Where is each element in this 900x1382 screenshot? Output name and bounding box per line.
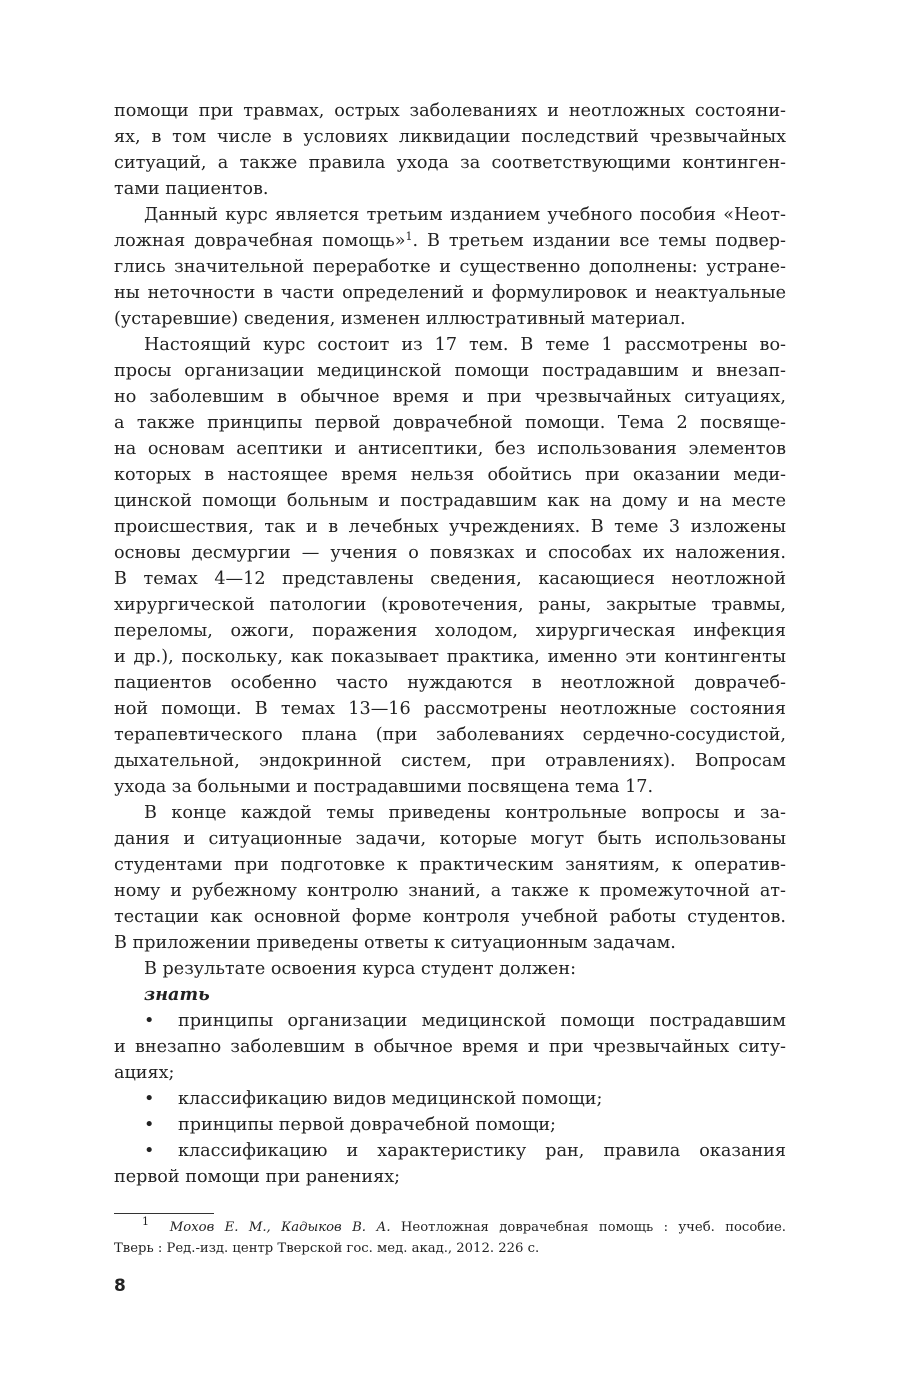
text-line: дыхательной, эндокринной систем, при отравлениях). Вопросам <box>114 751 786 771</box>
footnote-divider <box>114 1213 214 1214</box>
footnote-number: 1 <box>142 1215 149 1228</box>
text-line: и внезапно заболевшим в обычное время и при чрезвычайных ситу- <box>114 1037 786 1057</box>
text-line-with-footnote <box>114 228 786 254</box>
list-item: • принципы организации медицинской помощи пострадавшим <box>114 1008 786 1034</box>
text-line: дания и ситуационные задачи, которые могут быть использованы <box>114 829 786 849</box>
text-line: первой помощи при ранениях; <box>114 1167 401 1187</box>
text-line: В приложении приведены ответы к ситуационным задачам. <box>114 933 676 953</box>
footnote-line <box>114 1217 786 1238</box>
footnote <box>114 1217 786 1259</box>
text-fragment: . В третьем издании все темы подвер- <box>412 231 786 251</box>
text-line: просы организации медицинской помощи пострадавшим и внезап- <box>114 361 786 381</box>
text-line: переломы, ожоги, поражения холодом, хирургическая инфекция <box>114 621 786 641</box>
text-line: (устаревшие) сведения, изменен иллюстративный материал. <box>114 309 686 329</box>
text-line: В конце каждой темы приведены контрольные вопросы и за- <box>144 803 786 823</box>
text-line: терапевтического плана (при заболеваниях сердечно-сосудистой, <box>114 725 786 745</box>
list-item: • принципы первой доврачебной помощи; <box>114 1112 786 1138</box>
list-item: • классификацию видов медицинской помощи; <box>114 1086 786 1112</box>
text-line: глись значительной переработке и существенно дополнены: устране- <box>114 257 786 277</box>
text-line: которых в настоящее время нельзя обойтись при оказании меди- <box>114 465 786 485</box>
text-line: ситуаций, а также правила ухода за соответствующими континген- <box>114 153 786 173</box>
list-heading-text: знать <box>144 984 210 1005</box>
text-line: В результате освоения курса студент должен: <box>144 959 576 979</box>
body-text <box>114 98 786 1190</box>
text-line: тами пациентов. <box>114 179 269 199</box>
list-heading <box>114 982 786 1008</box>
text-line: тестации как основной форме контроля учебной работы студентов. <box>114 907 786 927</box>
footnote-marker: 1 <box>405 230 413 243</box>
text-line: и др.), поскольку, как показывает практика, именно эти контингенты <box>114 647 786 667</box>
text-line: ной помощи. В темах 13—16 рассмотрены неотложные состояния <box>114 699 786 719</box>
text-line: Данный курс является третьим изданием учебного пособия «Неот- <box>144 205 786 225</box>
text-line: хирургической патологии (кровотечения, раны, закрытые травмы, <box>114 595 786 615</box>
list-item: • классификацию и характеристику ран, правила оказания <box>114 1138 786 1164</box>
footnote-authors: Мохов Е. М., Кадыков В. А. <box>169 1220 391 1235</box>
footnote-line: Тверь : Ред.-изд. центр Тверской гос. мед. акад., 2012. 226 с. <box>114 1241 540 1256</box>
page-number: 8 <box>114 1276 126 1296</box>
text-line: ях, в том числе в условиях ликвидации последствий чрезвычайных <box>114 127 786 147</box>
text-line: происшествия, так и в лечебных учреждениях. В теме 3 изложены <box>114 517 786 537</box>
text-fragment: ложная доврачебная помощь» <box>114 231 406 251</box>
text-line: а также принципы первой доврачебной помощи. Тема 2 посвяще- <box>114 413 786 433</box>
footnote-title: Неотложная доврачебная помощь : учеб. пособие. <box>390 1220 786 1235</box>
text-line: студентами при подготовке к практическим занятиям, к оператив- <box>114 855 786 875</box>
text-line: на основам асептики и антисептики, без использования элементов <box>114 439 786 459</box>
text-line: ному и рубежному контролю знаний, а также к промежуточной ат- <box>114 881 786 901</box>
text-line: В темах 4—12 представлены сведения, касающиеся неотложной <box>114 569 786 589</box>
text-line: но заболевшим в обычное время и при чрезвычайных ситуациях, <box>114 387 786 407</box>
text-line: ны неточности в части определений и формулировок и неактуальные <box>114 283 786 303</box>
text-line: ухода за больными и пострадавшими посвящена тема 17. <box>114 777 654 797</box>
text-line: ациях; <box>114 1063 175 1083</box>
text-line: пациентов особенно часто нуждаются в неотложной доврачеб- <box>114 673 786 693</box>
text-line: Настоящий курс состоит из 17 тем. В теме 1 рассмотрены во- <box>144 335 786 355</box>
text-line: помощи при травмах, острых заболеваниях и неотложных состояни- <box>114 101 786 121</box>
text-line: основы десмургии — учения о повязках и способах их наложения. <box>114 543 786 563</box>
text-line: цинской помощи больным и пострадавшим как на дому и на месте <box>114 491 786 511</box>
